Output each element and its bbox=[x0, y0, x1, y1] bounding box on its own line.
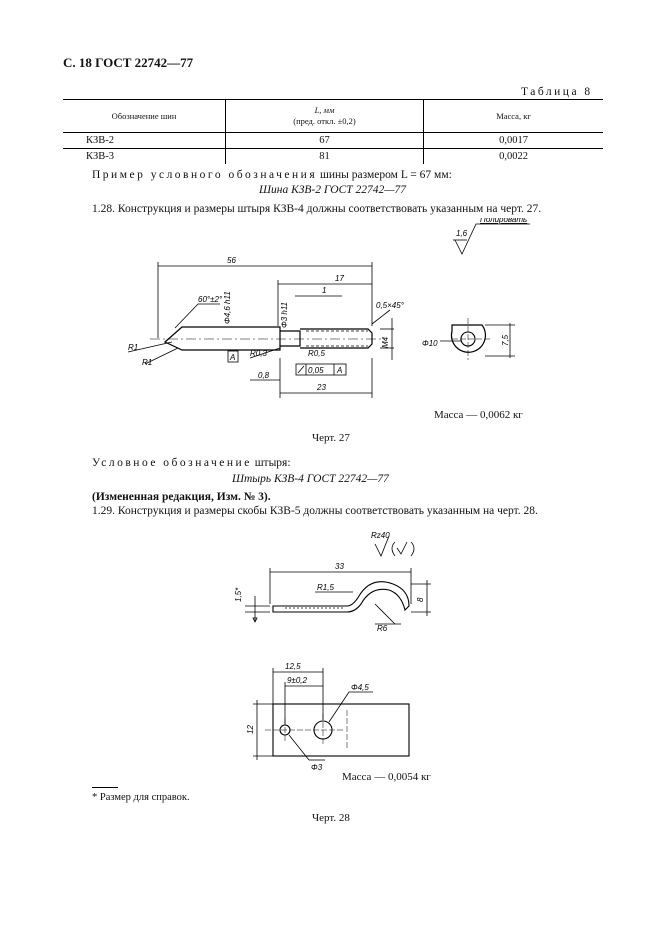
pin-head bbox=[165, 327, 280, 350]
footnote: * Размер для справок. bbox=[92, 792, 190, 803]
cell: КЗВ-2 bbox=[63, 133, 226, 149]
dim-r05: R0,5 bbox=[308, 349, 325, 358]
dim-angle: 60°±2° bbox=[198, 295, 223, 304]
dim-75: 7,5 bbox=[501, 334, 510, 346]
figure-28-caption: Черт. 28 bbox=[312, 812, 350, 824]
table-caption: Таблица 8 bbox=[521, 86, 593, 98]
pin-thread bbox=[300, 329, 372, 348]
mass-27: Масса — 0,0062 кг bbox=[434, 409, 523, 421]
col-header-designation: Обозначение шин bbox=[63, 100, 226, 133]
pin-neck bbox=[280, 331, 300, 346]
changed-edition: (Измененная редакция, Изм. № 3). bbox=[92, 491, 271, 503]
cell: 0,0022 bbox=[499, 151, 528, 162]
dim-17: 17 bbox=[335, 274, 344, 283]
cell: КЗВ-3 bbox=[86, 151, 115, 162]
dim-15: 1,5* bbox=[234, 587, 243, 602]
dim-8: 8 bbox=[416, 597, 425, 602]
table-row bbox=[63, 149, 603, 165]
table-row bbox=[63, 133, 603, 149]
dim-r1-a: R1 bbox=[128, 343, 139, 352]
col-header-length bbox=[226, 100, 424, 133]
col-header-length-tol: (пред. откл. ±0,2) bbox=[293, 116, 356, 126]
tolerance-value: 0,05 bbox=[308, 366, 324, 375]
dim-23: 23 bbox=[317, 383, 326, 392]
paragraph-1-29: 1.29. Конструкция и размеры скобы КЗВ-5 должны соответствовать указанным на черт. 28. bbox=[92, 505, 538, 517]
dim-r03: R0,3 bbox=[250, 349, 267, 358]
runout-arrow-icon bbox=[298, 366, 304, 373]
dim-d31: Φ3 h11 bbox=[280, 301, 289, 328]
clip-profile bbox=[273, 582, 409, 612]
dim-r1-b: R1 bbox=[142, 358, 153, 367]
dim-33: 33 bbox=[335, 562, 344, 571]
condition-rest: штыря: bbox=[251, 457, 291, 469]
dim-125: 12,5 bbox=[285, 662, 301, 671]
example-line bbox=[92, 169, 452, 181]
condition-line bbox=[92, 457, 291, 469]
dim-d45: Φ4,5 bbox=[351, 683, 369, 692]
figure-27-drawing bbox=[110, 218, 550, 408]
paragraph-1-28: 1.28. Конструкция и размеры штыря КЗВ-4 должны соответствовать указанным на черт. 27. bbox=[92, 203, 542, 215]
datum-a: A bbox=[230, 353, 236, 362]
col-header-length-label: L, мм bbox=[314, 105, 335, 116]
dim-m4: М4 bbox=[381, 336, 390, 348]
figure-27-caption: Черт. 27 bbox=[312, 432, 350, 444]
roughness-28: Rz40 bbox=[371, 531, 390, 540]
dim-12: 12 bbox=[246, 725, 255, 734]
condition-spaced: Условное обозначение bbox=[92, 457, 252, 469]
example-designation: Шина КЗВ-2 ГОСТ 22742—77 bbox=[259, 184, 406, 196]
dim-d10: Φ10 bbox=[422, 339, 438, 348]
table-8 bbox=[63, 99, 603, 164]
roughness-value: 1,6 bbox=[456, 229, 468, 238]
tolerance-datum: A bbox=[337, 366, 343, 375]
dim-d3: Φ3 bbox=[311, 763, 323, 772]
dim-r15: R1,5 bbox=[317, 583, 334, 592]
example-rest: шины размером L = 67 мм: bbox=[317, 169, 452, 181]
dim-1: 1 bbox=[322, 286, 327, 295]
footnote-rule bbox=[92, 787, 118, 788]
mass-28: Масса — 0,0054 кг bbox=[342, 771, 431, 783]
cell: 67 bbox=[226, 133, 424, 149]
cell: 0,0017 bbox=[424, 133, 604, 149]
dim-9: 9±0,2 bbox=[287, 676, 307, 685]
col-header-mass: Масса, кг bbox=[424, 100, 604, 133]
dim-d46: Φ4,6 h11 bbox=[223, 291, 232, 324]
pin-side-view bbox=[451, 325, 485, 352]
example-spaced: Пример условного обозначения bbox=[92, 169, 318, 181]
dim-08: 0,8 bbox=[258, 371, 270, 380]
cell: 81 bbox=[226, 149, 424, 165]
dim-56: 56 bbox=[227, 256, 236, 265]
roughness-note: Полировать bbox=[480, 218, 528, 224]
dim-chamfer: 0,5×45° bbox=[376, 301, 404, 310]
dim-r6: R6 bbox=[377, 624, 388, 633]
table-header-row bbox=[63, 100, 603, 133]
page-header: С. 18 ГОСТ 22742—77 bbox=[63, 55, 194, 70]
designation-27: Штырь КЗВ-4 ГОСТ 22742—77 bbox=[232, 473, 389, 485]
figure-28-drawing bbox=[225, 524, 445, 774]
